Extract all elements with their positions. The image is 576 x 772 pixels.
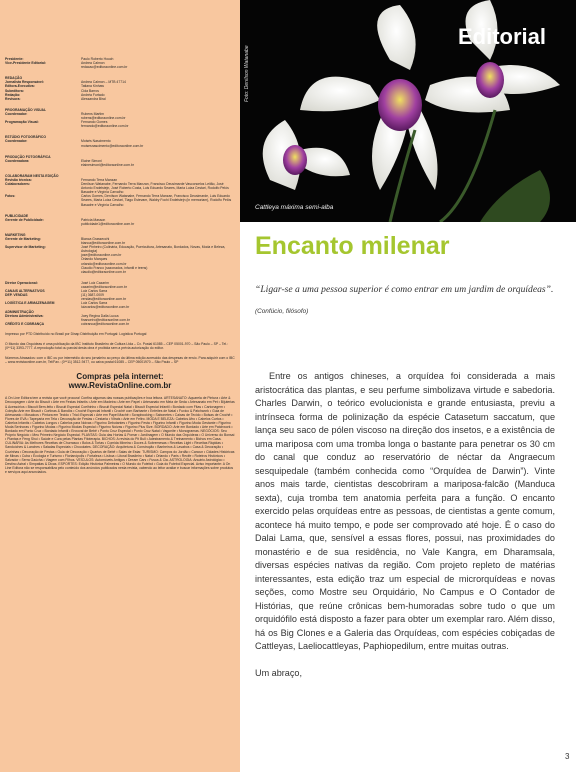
masthead-value: claudio@editoraonline.com.br [81, 269, 126, 274]
masthead-role [5, 270, 81, 274]
masthead-role [5, 163, 81, 167]
section-programacao: PROGRAMAÇÃO VISUAL [5, 107, 47, 112]
masthead-row [5, 322, 235, 326]
masthead-role: LOGÍSTICA E ARMAZENAGEM [5, 301, 55, 306]
masthead-value: José Luiz Cazarim [81, 280, 109, 285]
masthead-value: Orlando Marques [81, 257, 108, 262]
masthead-role: Fotos: [5, 194, 16, 199]
article-body [255, 370, 555, 654]
masthead-value: cazarim@editoraonline.com.br [81, 284, 128, 289]
photo-credit: Foto: Denílson Watanabe [244, 45, 250, 102]
masthead-role: DEP. VENDAS [5, 293, 28, 298]
masthead-row [5, 144, 235, 148]
section-redacao: REDAÇÃO [5, 76, 23, 81]
masthead-row [5, 194, 235, 206]
masthead-role: Programação Visual: [5, 120, 39, 125]
masthead-value: elainesimoni@editoraonline.com.br [81, 162, 135, 167]
masthead-role: Redação: [5, 92, 21, 97]
masthead-value: Luiz Carlos Sarra [81, 289, 108, 294]
quote-source: (Confúcio, filósofo) [255, 308, 309, 315]
masthead-value: (11) 3687-0009 [81, 293, 104, 298]
masthead-role [5, 65, 81, 69]
section-publicidade: PUBLICIDADE [5, 213, 29, 218]
masthead-row [5, 65, 235, 69]
masthead-value: Bianca Grassecchi [81, 237, 110, 241]
masthead-value: Paulo Roberto Houch [81, 57, 114, 61]
masthead-value: fernando@editoraonline.com.br [81, 124, 129, 129]
masthead-role: Diretora Administrativa: [5, 313, 44, 318]
masthead-value: Rubens Martim [81, 111, 104, 116]
masthead-row [5, 245, 235, 253]
masthead-role: Editora-Executiva: [5, 84, 35, 89]
page-number: 3 [565, 752, 570, 761]
masthead-value: Andrea Calmon – MTB 47714 [81, 80, 126, 85]
masthead-role [5, 124, 81, 128]
publisher-info: O Mundo das Orquídeas é uma publicação da IBC Instituto Brasileiro de Cultura Ltda – Cx. Postal 61085 – CEP 05001-970 – São Paulo – SP – Tel.: (0**11) 3393-7777. A reprodução total ou parcial desta obra é proibida sem a prévia autorização do editor. [5, 341, 228, 351]
masthead-value: Moisés Nascimento [81, 139, 111, 144]
masthead-value: Cida Barros [81, 88, 99, 93]
masthead-credits [5, 57, 235, 474]
masthead-role: Presidente: [5, 57, 24, 61]
masthead-row [5, 97, 235, 101]
print-info: Impresso por PTD Distribuído no Brasil por Dinap Distribuição em Portugal: Logística Portugal [5, 331, 147, 336]
masthead-value: bianca@editoraonline.com.br [81, 241, 126, 246]
masthead-value: jose@editoraonline.com.br [81, 253, 122, 258]
article-paragraph: Entre os antigos chineses, a orquídea foi considerada a mais aristocrática das plantas, e seu perfume simbolizava virtude e sabedoria. Charles Darwin, o teórico evolucionista e grande entusiasta, previu a intrínseca forma de polinização da espécie Catasetum saccatum, que lança seu saco de pólen viscoso na direção dos insetos, e a existência de uma mariposa com uma tromba longa o bastante para penetrar os 30 cm do canal que conduz ao reservatório de néctar da Angraecum sesquipedale (também conhecida como “Orquídea de Darwin”). Vinte anos mais tarde, cientistas descobriram a mariposa-falcão (Manduca sexta), cuja tromba tem anatomia perfeita para a função. O encanto exercido pelas orquídeas entre as pessoas, de cientistas a gente comum, acontece há muito tempo, e pode ser comprovado até hoje. É o caso do Dalai Lama, que, sensível a essas flores, possui, nas proximidades do monastério e de sua residência, no Vale Kangra, em Dharamsala, diversas espécies nativas da região. Com projeto repleto de matérias interessantes, esta edição traz um especial de microrquídeas e novas seções, como Mostre seu Orquidário, No Campus e O Contador de Histórias, que reúne crônicas bem-humoradas sobre tudo o que um orquidófilo está disposto a fazer para obter um exemplar raro. Além disso, há os Big Clones e a Galeria das Orquídeas, com espécies cobiçadas de Cattleyas, Laeliocattleyas, Paphiopedilum, entre muitas outras. [255, 371, 555, 651]
masthead-row [5, 124, 235, 128]
masthead-value: Andréa Furtado [81, 92, 105, 97]
article-signoff: Um abraço, [255, 668, 303, 678]
masthead-row [5, 163, 235, 167]
masthead-value: Elaine Simoni [81, 158, 102, 163]
article-quote: “Ligar-se a uma pessoa superior é como entrar em um jardim de orquídeas”. [255, 284, 554, 295]
masthead-value: Claudio Franco (sazonados, infantil e teens) [81, 265, 148, 270]
masthead-role: Vice-Presidente Editorial: [5, 61, 47, 66]
masthead-value: luizcarlos@editoraonline.com.br [81, 305, 130, 310]
masthead-value: orlando@editoraonline.com.br [81, 261, 127, 266]
masthead-value: publicidade1@editoraonline.com.br [81, 221, 135, 226]
masthead-value: Luiz Carlos Sarra [81, 301, 108, 306]
masthead-role: CANAIS ALTERNATIVOS [5, 289, 45, 294]
masthead-value: Fernando Terra Manzan [81, 177, 118, 182]
masthead-value: Carlos Gomes, Denílson Watanabe, Fernando Terra Manzan, Francisco Deusimarde, Luis Eduardo Seares, Maria Luiza Cestari, Tiago Estevam, Waldry Fochi Endelstejn (in memoriam), Rodolfo Pelós Basadre e Virgínia Carvalho [81, 194, 232, 207]
masthead-role: Gerente de Marketing: [5, 237, 41, 241]
masthead-value: Joey Regina Dalla Lucca [81, 313, 119, 318]
section-estudio: ESTÚDIO FOTOGRÁFICO [5, 135, 47, 140]
masthead-role: Supervisor de Marketing: [5, 245, 46, 250]
masthead-role [5, 144, 81, 148]
photo-caption: Cattleya máxima semi-alba [255, 204, 334, 211]
masthead-role [5, 222, 81, 226]
section-producao: PRODUÇÃO FOTOGRÁFICA [5, 154, 51, 159]
masthead-value: redacao@editoraonline.com.br [81, 65, 128, 70]
masthead-value: Tatiana Kinhaw [81, 84, 104, 89]
masthead-role: Diretor Operacional: [5, 280, 38, 285]
masthead-role: Coordenador: [5, 139, 28, 144]
page-title: Editorial [457, 24, 546, 49]
masthead-value: cobranca@editoraonline.com.br [81, 321, 130, 326]
article-headline: Encanto milenar [255, 232, 450, 260]
masthead-value: José Pinheiro (Culinária, Educação, Puericultura, Artesanato, Bordados, Novas, Moda e Beleza, Astrologia) [81, 245, 226, 254]
masthead-value: Andrea Calmon [81, 61, 105, 66]
masthead-role: Gerente de Publicidade: [5, 217, 44, 222]
online-purchase-heading: Compras pela internet: [76, 372, 164, 382]
masthead-role: Jornalista Responsável: [5, 80, 45, 85]
masthead-value: Alessandra Biral [81, 96, 106, 101]
back-issues-info: Números Atrasados: com o IBC ou por intermédio do seu jornaleiro ao preço da última edição acrescido das despesas de envio. Para adquirir com o IBC – www.revistaonline.com.br, Tel/Fax.: (0**11) 3512-9477, ou caixa postal 61085 – CEP 05001970 – São Paulo – SP [5, 356, 235, 365]
masthead-value: rubens@editoraonline.com.br [81, 116, 126, 121]
masthead-role: Revisora: [5, 96, 21, 101]
catalog-listing: A On Line Editora tem a revista que você procura! Confira algumas das nossas publicações e boa leitura. ARTESANATO: Aquarela de Pintura • Arte & Decoupagem • Arte do Biscuit • Arte em Festas Infantis • Arte em Madeira • Arte em Papel • Artesanato em Meia de Seda • Artesanato em Pet • Bijuterias & Acessórios • Biscuit Bem-feito • Biscuit Especial Coelhinho • Biscuit Especial Natal • Biscuit Especial Infantil • Bordado com Fitas • Cartonagem • Coleção Arte em Biscuit • Cortinas & Bandôs • Crochê Especial Infantil • Crochê com Barbante • Enfeites de Natal • Fuxico & Patchwork • Guia de Artesanato • Mosaicos • Pintura em Tecido • Tricô Especial • Arte em Papel Machê • Scrapbooking • Sabonetes • Caixas de Tecido • Bolsas de Crochê • Flores de EVA • Tapeçaria em Tela • Decoração de Festas • Cestaria • Vitrais • Arte em Feltro. MODA E BELEZA: Cabelos Afro • Cabelos Curtos • Cabelos Infantis • Cabelos Longos • Cabelos para Noivas • Figurino Debutantes • Figurino Festa • Figurino Infantil • Figurino Moda Gestante • Figurino Moda Senhoras • Figurino Modas • Figurino Modas Especial • Figurino Noivas • Figurino Plus Size. BORDADO: Arte em Bordado • Arte em Patchwork • Bordado em Ponto Cruz • Bordado Infantil • Enxoval de Bebê • Ponto Cruz Especial • Ponto Cruz Natal • Vagonite • Monogramas. NEGÓCIOS: Seu Próprio Negócio • Meu Primeiro Negócio Especial. PLANTAS: Guia das Hortas & Pomar • Jardinagem • O Mundo das Orquídeas • O Universo do Bonsai • Plantas e Feng Shui • Saúde e Cura pelas Plantas Fitoterapia. BICHOS: A revista do Pit Bull • Adestramento & Treinamento • Bichos em Casa. CULINÁRIA: As Melhores Receitas de Churrasco • Bolos & Tortas • Comida Mineira • Doces & Sobremesas • Receitas Light • Receitas Rápidas • Sanduíches & Lanches • Saladas Especiais • Chocolates. DECORAÇÃO: Arquitetura & Construção • Banheiros & Lavabos • Casa & Decoração • Cozinhas • Decoração de Festas • Guia de Decoração • Quartos de Bebê • Salas de Estar. TURISMO: Campos do Jordão • Cancun • Cidades Históricas de Minas • Cuba • Ecologia e Turismo • Florianópolis • Fortaleza • Lisboa • Litoral Brasileiro • Natal • Orlando • Paris • Recife • Roteiros Históricos • Salvador • Serra Gaúcha • Viagem com Filhos. VEÍCULOS: Automóveis Antigos • Dream Cars • Fusca & Cia. ASTROLOGIA: Anuário Astrológico • Destino Astral • Simpatias & Dicas. ESPORTES: Edição Histórica Palmeiras • O Mundo do Futebol • Guia do Futebol Especial. Aviso importante: A On Line Editora não se responsabiliza pelo conteúdo dos anúncios publicados nesta revista, cabendo ao leitor avaliar e buscar informações sobre produtos e serviços aqui anunciados. [5, 396, 235, 475]
masthead-role: Coordenadora: [5, 158, 30, 163]
masthead-value: financeiro@editoraonline.com.br [81, 317, 130, 322]
masthead-row [5, 182, 235, 194]
masthead-value: Fernando Gomes [81, 120, 108, 125]
masthead-role: CRÉDITO E COBRANÇA [5, 321, 45, 326]
masthead-role: Colaboradores: [5, 182, 31, 187]
masthead-role: Coordenador: [5, 111, 28, 116]
online-purchase-url[interactable]: www.RevistaOnline.com.br [68, 381, 172, 391]
masthead-value: moisesnascimento@editoraonline.com.br [81, 143, 144, 148]
masthead-role: ADMINISTRAÇÃO [5, 309, 34, 314]
masthead-value: Patrícia Masson [81, 217, 106, 222]
masthead-row [5, 270, 235, 274]
masthead-column [0, 0, 240, 772]
masthead-role: Revisão técnica: [5, 177, 32, 182]
section-colaboraram: COLABORARAM NESTA EDIÇÃO [5, 173, 59, 178]
masthead-value: Denílson Watanabe, Fernando Terra Manzan, Francisco Deusimarde Vasconcelos Leitão, José Antonio Endelstejn, José Roberto Costa, Luis Eduardo Seares, Maria Luiza Cestari, Rodolfo Pelós Basadre e Virgínia Carvalho [81, 182, 229, 195]
masthead-value: vendas@editoraonline.com.br [81, 297, 127, 302]
masthead-row [5, 222, 235, 226]
masthead-role: Subeditora: [5, 88, 24, 93]
section-marketing: MARKETING [5, 232, 26, 237]
